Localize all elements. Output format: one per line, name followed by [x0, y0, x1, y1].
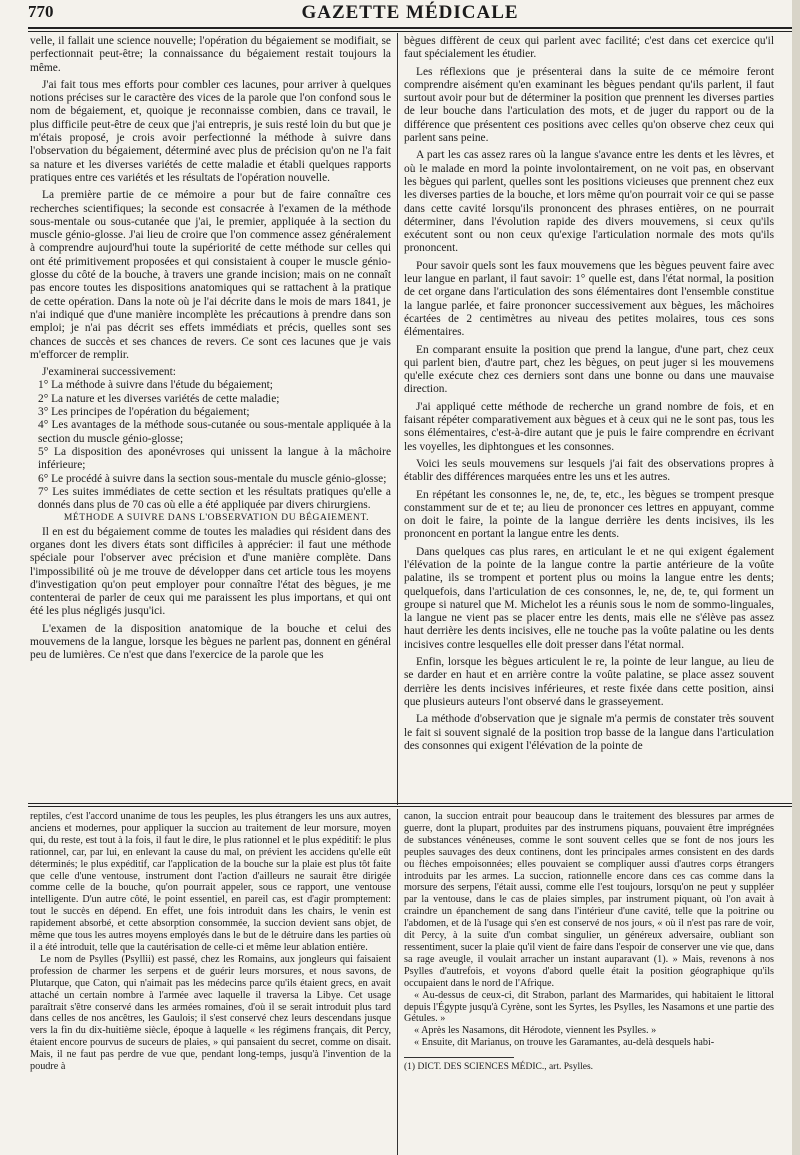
paragraph: A part les cas assez rares où la langue s'avance entre les dents et les lèvres, et où le malade en mord la pointe involontairement, on ne voit pas, en observant les bègues qui parlent, quelles sont les positions vicieuses que prennent chez eux les diverses parties de la bouche, et lors même qu'on pourrait voir ce qui se passe dans cette cavité lorsqu'ils prononcent des phrases entières, on ne pourrait déterminer, dans l'évolution rapide des divers mouvemens, si ceux qu'ils exécutent sont ou non ceux qu'exige l'articulation normale des mots qu'ils prononcent. — [404, 149, 774, 255]
list-item: 7° Les suites immédiates de cette section et les résultats pratiques qu'elle a donnés dans plus de 70 cas où elle a été appliquée par divers chirurgiens. — [38, 485, 391, 512]
paragraph: Les réflexions que je présenterai dans la suite de ce mémoire feront comprendre aisément qu'en examinant les bègues pendant qu'ils parlent, il faut surtout avoir pour but de déterminer la position que prennent les diverses parties de leur bouche dans l'articulation des mots, et de juger du rapport ou de la différence que présentent ces positions avec celles qu'on observe chez ceux qui parlent sans peine. — [404, 65, 774, 145]
paragraph: En répétant les consonnes le, ne, de, te, etc., les bègues se trompent presque constamment sur de et te; au lieu de prononcer ces lettres en appuyant, comme on doit le faire, la pointe de la langue derrière les dents incisives, ils les prononcent en portant la langue entre les dents. — [404, 488, 774, 541]
paragraph: J'ai fait tous mes efforts pour combler ces lacunes, pour arriver à quelques notions précises sur le caractère des vices de la parole que l'on confond sous le nom de bégaiement, et, quoique je reconnaisse combien, dans ce travail, le plus difficile peut-être de ceux que j'ai entrepris, je suis resté loin du but que je m'étais proposé, je crois avoir perfectionné la méthode à suivre dans l'observation du bégaiement, déterminé avec plus de précision qu'on ne l'a fait sa nature et les diverses variétés de cette maladie et établi quelques rapports pratiques entre ces variétés et les résultats de l'opération nouvelle. — [30, 78, 391, 184]
journal-title: GAZETTE MÉDICALE — [301, 2, 519, 23]
paragraph: L'examen de la disposition anatomique de la bouche et celui des mouvemens de la langue, lorsque les bègues ne parlent pas, donnent en général peu de lumières. Ce n'est que dans l'exercice de la parole que les — [30, 622, 391, 662]
feuilleton-rule-thin — [28, 806, 792, 807]
paragraph: bègues diffèrent de ceux qui parlent avec facilité; c'est dans cet exercice qu'il faut spécialement les étudier. — [404, 35, 774, 61]
paragraph: Voici les seuls mouvemens sur lesquels j'ai fait des observations propres à établir des différences marquées entre les uns et les autres. — [404, 457, 774, 484]
header-rule-thin — [28, 31, 792, 32]
column-left — [30, 35, 391, 800]
list-item: 2° La nature et les diverses variétés de cette maladie; — [38, 392, 280, 405]
paragraph: Dans quelques cas plus rares, en articulant le et ne qui exigent également l'élévation de la pointe de la langue contre la partie antérieure de la voûte palatine, ils se trompent et portent plus ou moins la langue entre les dents; quelquefois, dans l'articulation de ces consonnes, le, ne, de, te, qui forment un groupe si naturel que M. Michelot les a réunis sous le nom de sommo-linguales, la langue ne vient pas se placer entre les dents, mais elle ne s'élève pas assez haut derrière les dents incisives, elle ne touche pas la voûte palatine ou les dents incisives contre lesquelles elle doit presser dans l'état normal. — [404, 545, 774, 651]
page-edge — [792, 0, 800, 1155]
list-item: 5° La disposition des aponévroses qui unissent la langue à la mâchoire inférieure; — [38, 445, 391, 472]
paragraph: « Au-dessus de ceux-ci, dit Strabon, parlant des Marmarides, qui habitaient le littoral depuis l'Égypte jusqu'à Cyrène, sont les Syrtes, les Psylles, les Nasamons et une partie des Gétules. » — [404, 989, 774, 1025]
feuilleton-right — [404, 811, 774, 1155]
paragraph: velle, il fallait une science nouvelle; l'opération du bégaiement se modifiait, se perfectionnait peut-être; la connaissance du bégaiement restait toujours la même. — [30, 35, 391, 74]
header-rule — [28, 27, 792, 29]
column-divider — [397, 33, 398, 805]
list-item: 4° Les avantages de la méthode sous-cutanée ou sous-mentale appliquée à la section du muscle génio-glosse; — [38, 419, 391, 445]
paragraph: J'examinerai successivement: — [42, 366, 176, 379]
paragraph: reptiles, c'est l'accord unanime de tous les peuples, les plus étrangers les uns aux autres, anciens et modernes, pour appliquer la succion au traitement de leur morsure, moyen qui, du reste, est tout à la fois, il faut le dire, le plus rationnel et le plus expéditif: le plus rationnel, car, par lui, en enlevant la cause du mal, on prévient les accidens qu'elle eût déterminés; le plus expéditif, car l'application de la bouche sur la plaie est plus tôt faite que celle d'une ventouse, instrument dont l'action d'ailleurs ne saurait être dirigée comme celle de la bouche, qu'on pourrait appeler, sous ce rapport, une ventouse intelligente. D'un autre côté, le point essentiel, en pareil cas, est d'agir promptement: tout le succès en dépend. En effet, une fois introduit dans les chairs, le venin est rapidement absorbé, et cette absorption consommée, la succion devient sans objet, de même que tous les autres moyens employés dans le but de le détruire dans les parties où il a été introduit, telle que la cautérisation de celle-ci et même leur ablation entière. — [30, 811, 391, 953]
feuilleton-left — [30, 811, 391, 1155]
paragraph: La première partie de ce mémoire a pour but de faire connaître ces recherches scientifiques; la seconde est consacrée à l'examen de la méthode sous-mentale ou sous-cutanée que j'ai, le premier, appliquée à la section du muscle génio-glosse. J'ai lieu de croire que l'on commence assez généralement à comprendre aujourd'hui toute la supériorité de cette méthode sur celles qui ont été primitivement proposées et qui consistaient à couper le muscle génio-glosse du côté de la bouche, à travers une grande incision; mais on ne connaît pas encore toutes les dispositions anatomiques qui se rattachent à la pratique de cette opération. Dans la note où je l'ai décrite dans le mois de mars 1841, je n'ai indiqué que d'une manière incomplète les précautions à prendre dans son emploi; je n'ai pas décrit ses effets immédiats et précis, quelles sont ses chances de succès et ses chances de revers. Ce sont ces lacunes que je vais m'efforcer de remplir. — [30, 189, 391, 361]
feuilleton-divider — [397, 809, 398, 1155]
page-header — [28, 0, 792, 26]
column-right — [404, 35, 774, 800]
section-heading: MÉTHODE A SUIVRE DANS L'OBSERVATION DU BÉGAIEMENT. — [63, 513, 370, 524]
paragraph: La méthode d'observation que je signale m'a permis de constater très souvent le fait si souvent signalé de la position trop basse de la langue dans l'articulation des consonnes qui exigent l'élévation de la pointe de — [404, 713, 774, 752]
paragraph: Il en est du bégaiement comme de toutes les maladies qui résident dans des organes dont les divers états sont difficiles à apprécier: il faut une méthode spéciale pour l'observer avec précision et d'une manière complète. Dans l'impossibilité où je me trouve de développer dans cet article tous les moyens d'investigation qu'on peut employer pour connaître l'état des bègues, je me contenterai de parler de ceux qui me paraissent les plus importans, et qui ont été les plus négligés jusqu'ici. — [30, 525, 391, 618]
list-item: 1° La méthode à suivre dans l'étude du bégaiement; — [38, 379, 273, 392]
paragraph: J'ai appliqué cette méthode de recherche un grand nombre de fois, et en faisant répéter comparativement aux bègues et à ceux qui ne le sont pas, tous les sons élémentaires, c'est-à-dire autant que je puis le faire comprendre en écrivant les voyelles, les diphtongues et les consonnes. — [404, 400, 774, 453]
footnote-rule — [404, 1057, 514, 1058]
paragraph: Enfin, lorsque les bègues articulent le re, la pointe de leur langue, au lieu de se darder en haut et en arrière contre la voûte palatine, se place assez souvent derrière les dents incisives inférieures, et reste fixée dans cette position, ainsi que plusieurs auteurs l'ont observé dans le grasseyement. — [404, 656, 774, 708]
paragraph: « Ensuite, dit Marianus, on trouve les Garamantes, au-delà desquels habi- — [414, 1037, 715, 1049]
paragraph: Pour savoir quels sont les faux mouvemens que les bègues peuvent faire avec leur langue en parlant, il faut savoir: 1° quelle est, dans l'état normal, la position de cet organe dans l'articulation des sons élémentaires dont l'ensemble constitue la langue parlée, et faire prononcer successivement aux bègues, les mâchoires écartées de 2 centimètres au niveau des petites molaires, tous ces sons élémentaires. — [404, 259, 774, 339]
footnote: (1) DICT. DES SCIENCES MÉDIC., art. Psylles. — [404, 1062, 594, 1073]
list-item: 6° Le procédé à suivre dans la section sous-mentale du muscle génio-glosse; — [38, 472, 387, 485]
feuilleton-rule — [28, 803, 792, 804]
list-item: 3° Les principes de l'opération du bégaiement; — [38, 406, 250, 419]
paragraph: Le nom de Psylles (Psyllii) est passé, chez les Romains, aux jongleurs qui faisaient profession de charmer les serpens et de guérir leurs morsures, et nous savons, de Plutarque, que Caton, qui n'aimait pas les médecins parce qu'ils étaient grecs, en avait attaché un certain nombre à l'armée avec laquelle il traversa la Libye. Cet usage paraîtrait s'être conservé dans les armées romaines, d'où il se serait introduit plus tard dans celles de nos ancêtres, les Gaulois; il s'est conservé chez leurs descendans jusque vers la fin du dix-huitième siècle, époque à laquelle « les régimens français, dit Percy, étaient encore pourvus de suceurs de plaies, » qui pansaient du secret, comme on disait. Mais, il ne faut pas perdre de vue que, pendant long-temps, jusqu'à l'invention de la poudre à — [30, 953, 391, 1073]
paragraph: canon, la succion entrait pour beaucoup dans le traitement des blessures par armes de guerre, dont la plupart, produites par des instrumens piquans, pouvaient être imprégnées de substances vénéneuses, comme le sont souvent celles que se font de nos jours les peuples sauvages des deux continens, dont les principales armes consistent en des dards ou flèches empoisonnées; elles pouvaient se compliquer aussi d'autres corps étrangers introduits par les armes. La succion, rationnelle encore dans ces cas comme dans la morsure des serpens, l'était aussi, comme elle l'est toujours, lorsqu'on ne peut y suppléer par la ventouse, dans le cas de plaies simples, par instrument piquant, où l'on avait à craindre un épanchement de sang dans l'intérieur d'une cavité, telle que la poitrine ou l'abdomen, et de là l'usage qui s'en est conservé de nos jours, « où il n'est pas rare de voir, dit Percy, à la suite d'un combat singulier, un généreux adversaire, oubliant son ressentiment, sucer la plaie qu'il vient de faire dans l'espoir de conserver une vie que, dans sa rage aveugle, il voulait arracher un instant auparavant (1). » Mais, revenons à nos Psylles d'autrefois, et voyons d'abord quelle était la position géographique qu'ils occupaient dans le nord de l'Afrique. — [404, 811, 774, 989]
paragraph: En comparant ensuite la position que prend la langue, d'une part, chez ceux qui parlent bien, d'autre part, chez les bègues, on peut juger si les mouvemens qu'elle exécute chez ces derniers sont dans une bonne ou dans une mauvaise direction. — [404, 343, 774, 396]
paragraph: « Après les Nasamons, dit Hérodote, viennent les Psylles. » — [414, 1025, 657, 1037]
page-number: 770 — [28, 2, 54, 21]
